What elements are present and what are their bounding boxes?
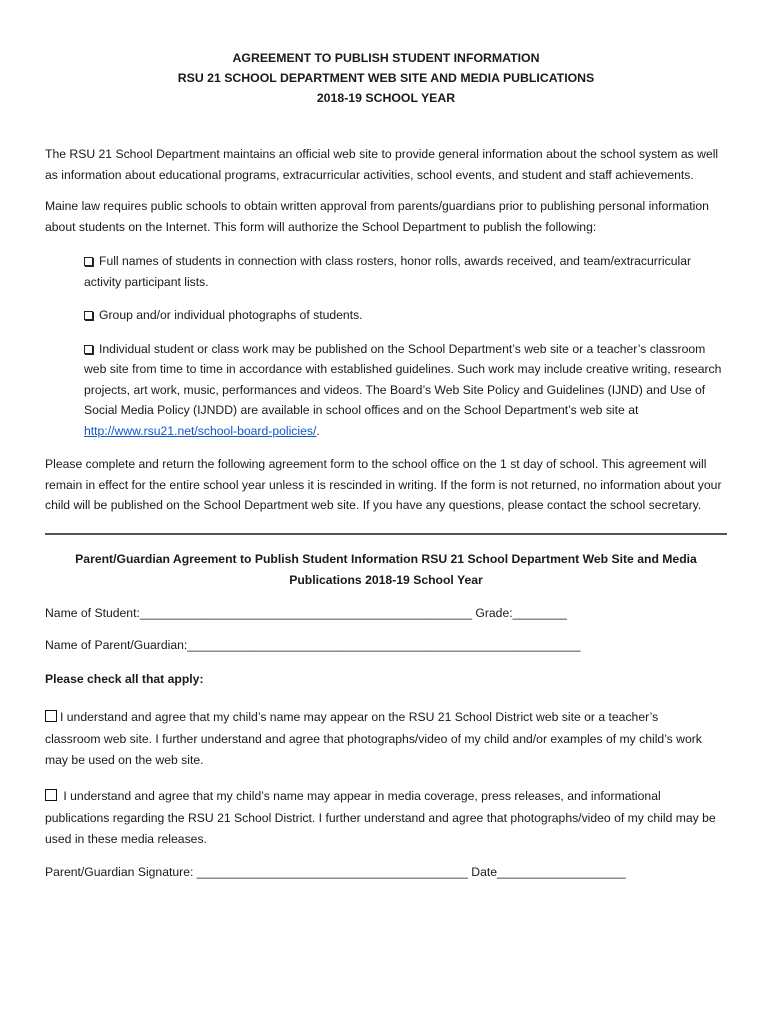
student-name-field[interactable]: Name of Student:_________________________________________________ Grade:________ [45, 605, 567, 620]
checkbox-bullet-icon [84, 345, 93, 354]
document-page [45, 48, 727, 883]
title-line-1: AGREEMENT TO PUBLISH STUDENT INFORMATION [232, 51, 540, 65]
title-line-3: 2018-19 SCHOOL YEAR [316, 91, 456, 105]
checkbox-bullet-icon [84, 311, 93, 320]
media-consent-checkbox[interactable] [45, 789, 57, 801]
publish-option-work: Individual student or class work may be published on the School Department’s web site or a teacher’s classroom web site from time to time in accordance with established guidelines. Such work may include creative writing, research projects, art work, music, performances and videos. The Board’s Web Site Policy and Guidelines (IJND) and Use of Social Media Policy (IJNDD) are available in school offices and on the School Department’s web site at http://www.rsu21.net/school-board-policies/. [84, 341, 722, 438]
publish-option-names: Full names of students in connection with class rosters, honor rolls, awards received, and team/extracurricular activity participant lists. [84, 254, 692, 289]
law-paragraph: Maine law requires public schools to obtain written approval from parents/guardians prior to publishing personal information about students on the Internet. This form will authorize the School Department to publish the following: [45, 199, 709, 234]
policy-link[interactable]: http://www.rsu21.net/school-board-policies/ [84, 423, 317, 438]
section-divider [45, 533, 727, 535]
agreement-media: I understand and agree that my child’s name may appear in media coverage, press releases, and informational publications regarding the RSU 21 School District. I further understand and agree that photographs/video of my child may be used in these media releases. [45, 789, 716, 846]
instructions-paragraph: Please complete and return the following agreement form to the school office on the 1 st day of school. This agreement will remain in effect for the entire school year unless it is rescinded in writing. If the form is not returned, no information about your child will be published on the School Department web site. If you have any questions, please contact the school secretary. [45, 457, 722, 512]
form-title: Parent/Guardian Agreement to Publish Student Information RSU 21 School Department Web Site and Media Publications 2018-19 School Year [75, 551, 697, 587]
publish-options-list [84, 251, 727, 441]
signature-date-field[interactable]: Parent/Guardian Signature: ________________________________________ Date___________________ [45, 865, 626, 879]
parent-name-field[interactable]: Name of Parent/Guardian:__________________________________________________________ [45, 638, 581, 652]
web-site-consent-checkbox[interactable] [45, 710, 57, 722]
publish-option-photos: Group and/or individual photographs of students. [84, 305, 727, 326]
check-heading: Please check all that apply: [45, 671, 204, 686]
checkbox-bullet-icon [84, 257, 93, 266]
title-line-2: RSU 21 SCHOOL DEPARTMENT WEB SITE AND MEDIA PUBLICATIONS [177, 71, 595, 85]
agreement-web-site: I understand and agree that my child’s name may appear on the RSU 21 School District web site or a teacher’s classroom web site. I further understand and agree that photographs/video of my child and/or examples of my child’s work may be used on the web site. [45, 710, 702, 767]
intro-paragraph: The RSU 21 School Department maintains an official web site to provide general information about the school system as well as information about educational programs, extracurricular activities, school events, and student and staff achievements. [45, 147, 719, 182]
document-title [45, 48, 727, 108]
